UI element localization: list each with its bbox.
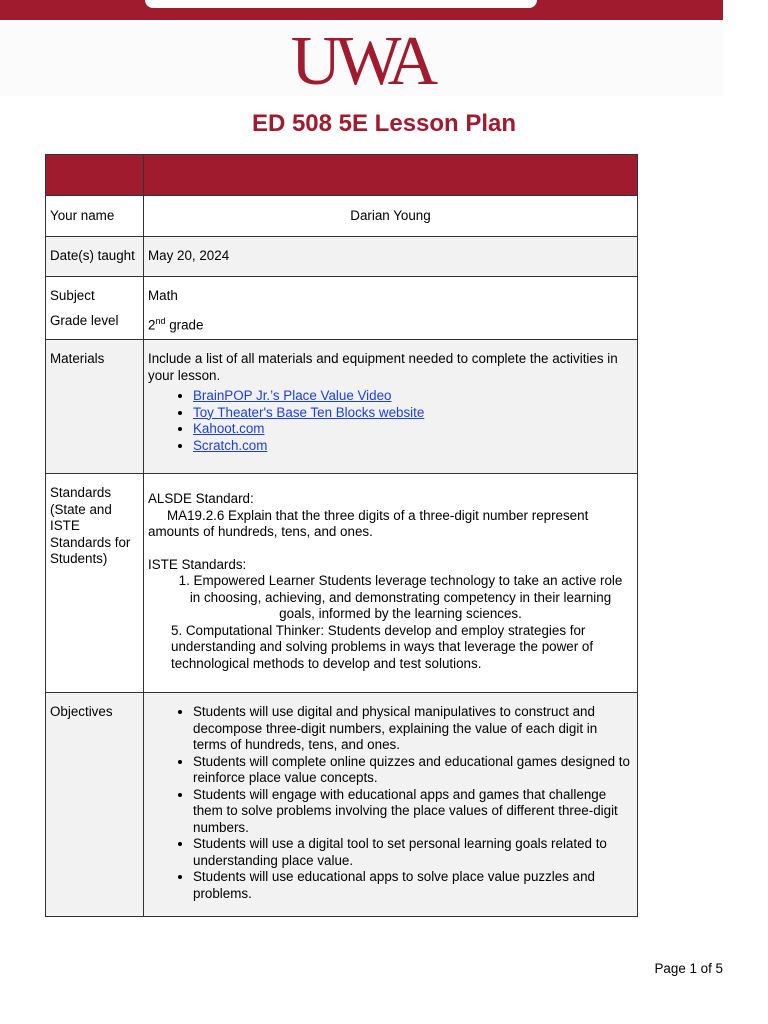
list-item: • Students will use digital and physical manipulatives to construct and decompose three-digit numbers, explaining the value of each digit in terms of hundreds, tens, and ones. [193,704,633,754]
banner-notch [145,0,537,8]
toy-theater-link[interactable]: Toy Theater's Base Ten Blocks website [193,404,425,420]
label-date: Date(s) taught [46,237,144,277]
objectives-list [148,704,633,902]
alsde-text: MA19.2.6 Explain that the three digits of a three-digit number represent amounts of hundreds, tens, and ones. [148,507,589,539]
list-item: • Students will engage with educational apps and games that challenge them to solve problems involving the place values of different three-digit numbers. [193,787,633,837]
label-grade: Grade level [50,312,119,328]
uwa-logo: UWA [290,23,433,100]
value-date: May 20, 2024 [144,237,638,277]
value-standards [144,474,638,693]
list-item: • Students will use educational apps to solve place value puzzles and problems. [193,869,633,902]
label-subject: Subject [50,288,95,303]
brainpop-link[interactable]: BrainPOP Jr.’s Place Value Video [193,388,392,403]
value-grade: 2nd grade [148,315,204,332]
kahoot-link[interactable]: Kahoot.com [193,421,265,436]
label-subject-grade [46,277,144,340]
value-subject-grade [144,277,638,340]
row-your-name [46,196,638,237]
alsde-heading: ALSDE Standard: [148,491,254,506]
iste-standard-1: 1. Empowered Learner Students leverage technology to take an active role in choosing, achieving, and demonstrating competency in their learning goals, informed by the learning sciences. [178,573,623,621]
materials-list [148,388,633,454]
header-cell-right [144,155,638,196]
top-banner [0,0,723,20]
value-objectives [144,693,638,917]
list-item: • Students will complete online quizzes and educational games designed to reinforce place value concepts. [193,754,633,787]
header-cell-left [46,155,144,196]
value-your-name: Darian Young [144,196,638,237]
label-your-name: Your name [46,196,144,237]
row-standards [46,474,638,693]
materials-intro: Include a list of all materials and equipment needed to complete the activities in your lesson. [148,351,618,383]
row-materials [46,340,638,474]
label-standards: Standards (State and ISTE Standards for Students) [46,474,144,693]
value-subject: Math [148,288,178,303]
row-date [46,237,638,277]
label-objectives: Objectives [46,693,144,917]
table-header-row [46,155,638,196]
lesson-plan-table [45,154,638,917]
row-objectives [46,693,638,917]
page-number: Page 1 of 5 [654,961,723,976]
iste-standard-5: 5. Computational Thinker: Students develop and employ strategies for understanding and solving problems in ways that leverage the power of technological methods to develop and test solutions. [171,622,594,671]
page-title: ED 508 5E Lesson Plan [251,110,517,137]
iste-heading: ISTE Standards: [148,556,247,572]
list-item [193,405,633,422]
row-subject-grade [46,277,638,340]
list-item: • Students will use a digital tool to set personal learning goals related to understanding place value. [193,836,633,869]
value-materials [144,340,638,474]
list-item [193,388,633,405]
list-item [193,438,633,455]
label-materials: Materials [46,340,144,474]
scratch-link[interactable]: Scratch.com [193,437,268,453]
list-item [193,421,633,438]
